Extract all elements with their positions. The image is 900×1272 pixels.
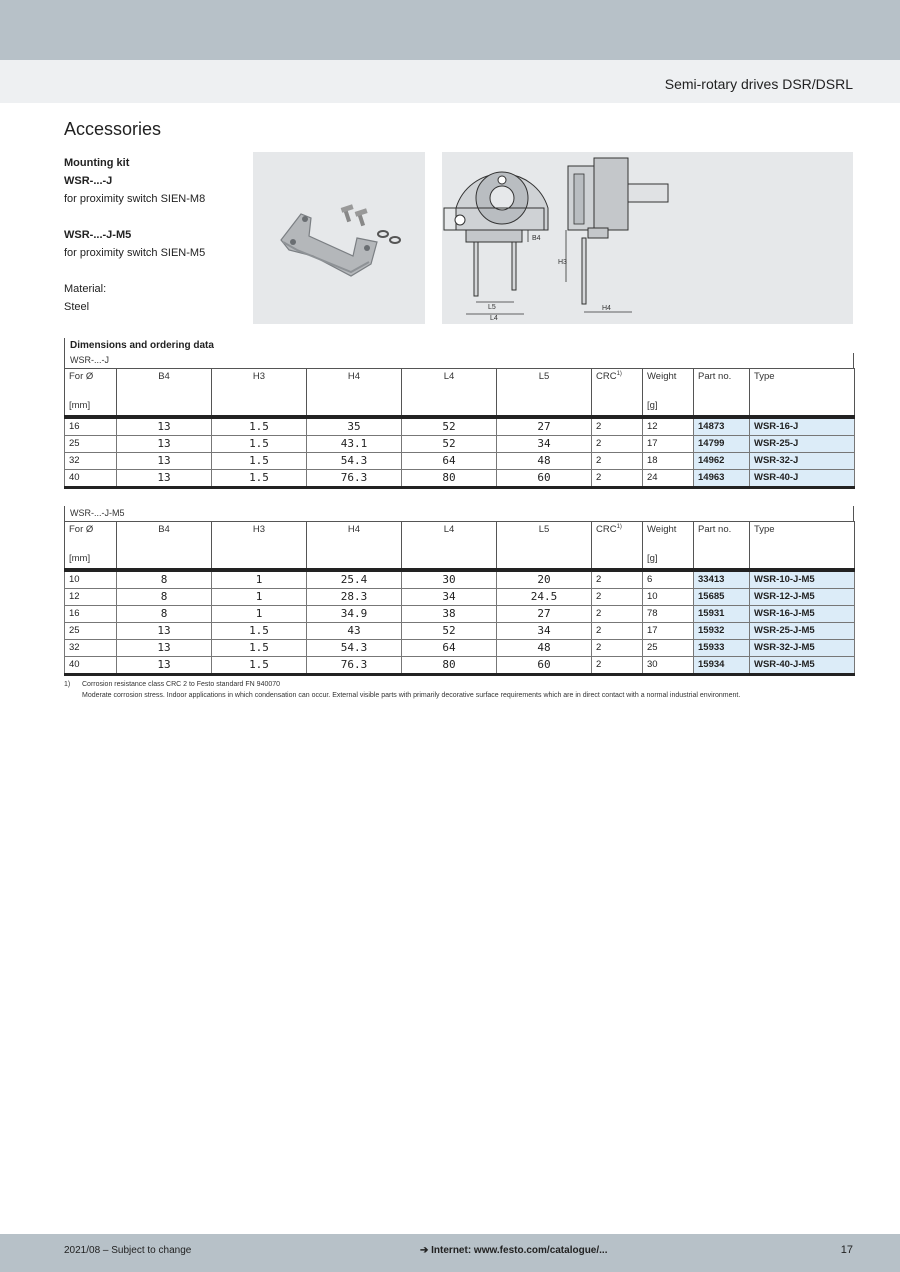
cell-h3: 1.5 [212,656,307,674]
cell-l4: 64 [402,452,497,469]
col-header-partno: Part no. [694,369,750,417]
col-header-h4: H4 [307,522,402,570]
cell-crc: 2 [592,605,643,622]
dim-label-h3: H3 [558,259,567,266]
cell-type: WSR-16-J [750,417,855,436]
cell-h4: 28.3 [307,588,402,605]
col-header-weight: Weight [g] [643,522,694,570]
cell-crc: 2 [592,452,643,469]
col-header-type: Type [750,522,855,570]
page-footer [0,1234,900,1272]
cell-b4: 13 [117,417,212,436]
mounting-kit-photo [253,152,425,324]
cell-l5: 60 [497,469,592,487]
table-row [65,656,855,674]
cell-type: WSR-25-J [750,435,855,452]
table-group-label: WSR-...-J-M5 [64,506,854,521]
cell-l5: 20 [497,570,592,589]
cell-h4: 76.3 [307,656,402,674]
cell-weight: 18 [643,452,694,469]
cell-crc: 2 [592,639,643,656]
cell-type: WSR-32-J [750,452,855,469]
col-header-h3: H3 [212,369,307,417]
col-header-h3: H3 [212,522,307,570]
footnote-line2: Moderate corrosion stress. Indoor applications in which condensation can occur. External visible parts with primarily decorative surface requirements which are in direct contact with a normal industrial environment. [82,692,741,699]
page-header-title: Semi-rotary drives DSR/DSRL [664,76,853,92]
col-header-partno: Part no. [694,522,750,570]
cell-crc: 2 [592,656,643,674]
cell-l4: 52 [402,417,497,436]
table-row [65,435,855,452]
cell-h3: 1.5 [212,622,307,639]
cell-weight: 25 [643,639,694,656]
cell-weight: 24 [643,469,694,487]
table-row [65,452,855,469]
cell-h3: 1.5 [212,435,307,452]
table-row [65,417,855,436]
cell-b4: 13 [117,622,212,639]
table-row [65,570,855,589]
cell-type: WSR-10-J-M5 [750,570,855,589]
footer-date: 2021/08 – Subject to change [64,1245,192,1256]
cell-h4: 35 [307,417,402,436]
table-row [65,469,855,487]
cell-type: WSR-40-J-M5 [750,656,855,674]
col-header-l4: L4 [402,522,497,570]
table-row [65,622,855,639]
cell-type: WSR-32-J-M5 [750,639,855,656]
cell-l4: 52 [402,622,497,639]
cell-b4: 13 [117,639,212,656]
col-header-l4: L4 [402,369,497,417]
cell-weight: 17 [643,622,694,639]
footer-internet-link[interactable]: ➔ Internet: www.festo.com/catalogue/... [420,1245,608,1256]
cell-part-no: 15934 [694,656,750,674]
cell-b4: 8 [117,588,212,605]
cell-b4: 8 [117,570,212,589]
col-header-h4: H4 [307,369,402,417]
cell-part-no: 14962 [694,452,750,469]
cell-l5: 48 [497,452,592,469]
cell-l5: 34 [497,622,592,639]
table-row [65,605,855,622]
kit-variant2-name: WSR-...-J-M5 [64,229,132,241]
cell-type: WSR-16-J-M5 [750,605,855,622]
cell-h3: 1.5 [212,469,307,487]
cell-for: 16 [65,417,117,436]
cell-h3: 1.5 [212,639,307,656]
cell-crc: 2 [592,417,643,436]
cell-b4: 13 [117,656,212,674]
section-title: Accessories [64,119,162,139]
footnote-marker: 1) [64,681,71,688]
cell-part-no: 15931 [694,605,750,622]
cell-crc: 2 [592,570,643,589]
cell-crc: 2 [592,588,643,605]
cell-l4: 80 [402,469,497,487]
kit-variant2-desc: for proximity switch SIEN-M5 [64,247,206,259]
cell-weight: 30 [643,656,694,674]
cell-part-no: 15685 [694,588,750,605]
cell-part-no: 14799 [694,435,750,452]
cell-weight: 12 [643,417,694,436]
cell-l5: 34 [497,435,592,452]
cell-weight: 6 [643,570,694,589]
col-header-b4: B4 [117,522,212,570]
col-header-weight: Weight [g] [643,369,694,417]
cell-crc: 2 [592,435,643,452]
cell-l5: 60 [497,656,592,674]
cell-part-no: 33413 [694,570,750,589]
col-header-l5: L5 [497,522,592,570]
cell-for: 25 [65,435,117,452]
col-header-for: For Ø [mm] [65,522,117,570]
footnote-line1: Corrosion resistance class CRC 2 to Festo standard FN 940070 [82,681,281,688]
dim-label-h4: H4 [602,305,611,312]
cell-h4: 43 [307,622,402,639]
cell-part-no: 14963 [694,469,750,487]
mounting-kit-info [64,154,254,316]
cell-h3: 1 [212,570,307,589]
col-header-l5: L5 [497,369,592,417]
cell-for: 40 [65,656,117,674]
dim-label-l5: L5 [488,304,496,311]
cell-h4: 43.1 [307,435,402,452]
cell-h3: 1 [212,605,307,622]
cell-l5: 48 [497,639,592,656]
cell-h3: 1.5 [212,452,307,469]
cell-b4: 8 [117,605,212,622]
material-value: Steel [64,301,90,313]
cell-part-no: 15932 [694,622,750,639]
col-header-for: For Ø [mm] [65,369,117,417]
cell-h4: 54.3 [307,639,402,656]
cell-for: 12 [65,588,117,605]
cell-for: 32 [65,452,117,469]
cell-weight: 17 [643,435,694,452]
cell-l4: 38 [402,605,497,622]
cell-type: WSR-12-J-M5 [750,588,855,605]
cell-h3: 1 [212,588,307,605]
ordering-table-wsr-j [64,338,854,489]
col-header-type: Type [750,369,855,417]
cell-l4: 80 [402,656,497,674]
page-number: 17 [840,1244,853,1256]
cell-h4: 25.4 [307,570,402,589]
cell-l4: 30 [402,570,497,589]
col-header-b4: B4 [117,369,212,417]
cell-weight: 78 [643,605,694,622]
cell-for: 10 [65,570,117,589]
cell-l5: 24.5 [497,588,592,605]
table-heading: Dimensions and ordering data [64,338,854,353]
cell-for: 16 [65,605,117,622]
kit-variant1-desc: for proximity switch SIEN-M8 [64,193,206,205]
cell-l5: 27 [497,605,592,622]
table-row [65,639,855,656]
cell-type: WSR-25-J-M5 [750,622,855,639]
cell-crc: 2 [592,622,643,639]
cell-h4: 34.9 [307,605,402,622]
table-group-label: WSR-...-J [64,353,854,368]
cell-l4: 52 [402,435,497,452]
ordering-table-wsr-j-m5 [64,506,854,676]
cell-h4: 54.3 [307,452,402,469]
cell-for: 32 [65,639,117,656]
cell-b4: 13 [117,469,212,487]
kit-variant1-name: WSR-...-J [64,175,113,187]
footnote [64,679,854,701]
dim-label-b4: B4 [532,235,541,242]
cell-l4: 34 [402,588,497,605]
cell-h3: 1.5 [212,417,307,436]
cell-type: WSR-40-J [750,469,855,487]
col-header-crc: CRC$^{1)}$ [592,522,643,570]
kit-title: Mounting kit [64,157,130,169]
cell-l4: 64 [402,639,497,656]
cell-part-no: 14873 [694,417,750,436]
cell-part-no: 15933 [694,639,750,656]
dim-label-l4: L4 [490,315,498,322]
cell-weight: 10 [643,588,694,605]
cell-l5: 27 [497,417,592,436]
cell-h4: 76.3 [307,469,402,487]
material-label: Material: [64,283,107,295]
cell-b4: 13 [117,452,212,469]
col-header-crc: CRC$^{1)}$ [592,369,643,417]
cell-b4: 13 [117,435,212,452]
top-band [0,0,900,60]
cell-for: 40 [65,469,117,487]
cell-for: 25 [65,622,117,639]
table-row [65,588,855,605]
cell-crc: 2 [592,469,643,487]
dimension-drawing [442,152,853,324]
